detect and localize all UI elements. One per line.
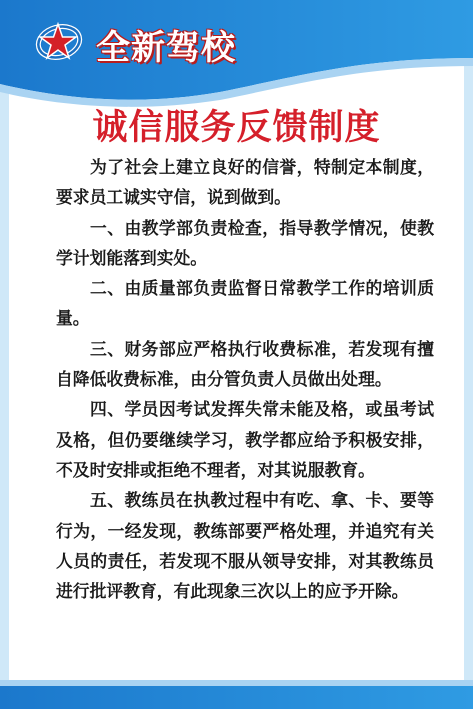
rule-paragraph-4: 四、学员因考试发挥失常未能及格，或虽考试及格，但仍要继续学习，教学都应给予积极安排，不及时安排或拒绝不理者，对其说服教育。 xyxy=(56,399,434,480)
rule-paragraph-3: 三、财务部应严格执行收费标准，若发现有擅自降低收费标准，由分管负责人员做出处理。 xyxy=(56,338,434,390)
rule-paragraph-5: 五、教练员在执教过程中有吃、拿、卡、要等行为，一经发现，教练部要严格处理，并追究有关人员的责任，若发现不服从领导安排，对其教练员进行批评教育，有此现象三次以上的应予开除。 xyxy=(56,490,434,602)
rule-paragraph-1: 一、由教学部负责检查，指导教学情况，使教学计划能落到实处。 xyxy=(56,217,434,268)
rule-paragraph-2: 二、由质量部负责监督日常教学工作的培训质量。 xyxy=(56,278,434,329)
star-swoosh-icon xyxy=(34,18,86,64)
intro-paragraph: 为了社会上建立良好的信誉，特制定本制度，要求员工诚实守信，说到做到。 xyxy=(56,157,434,208)
regulation-body xyxy=(56,152,434,606)
school-name: 全新驾校 xyxy=(96,28,236,68)
page-title: 诚信服务反馈制度 xyxy=(92,107,381,148)
